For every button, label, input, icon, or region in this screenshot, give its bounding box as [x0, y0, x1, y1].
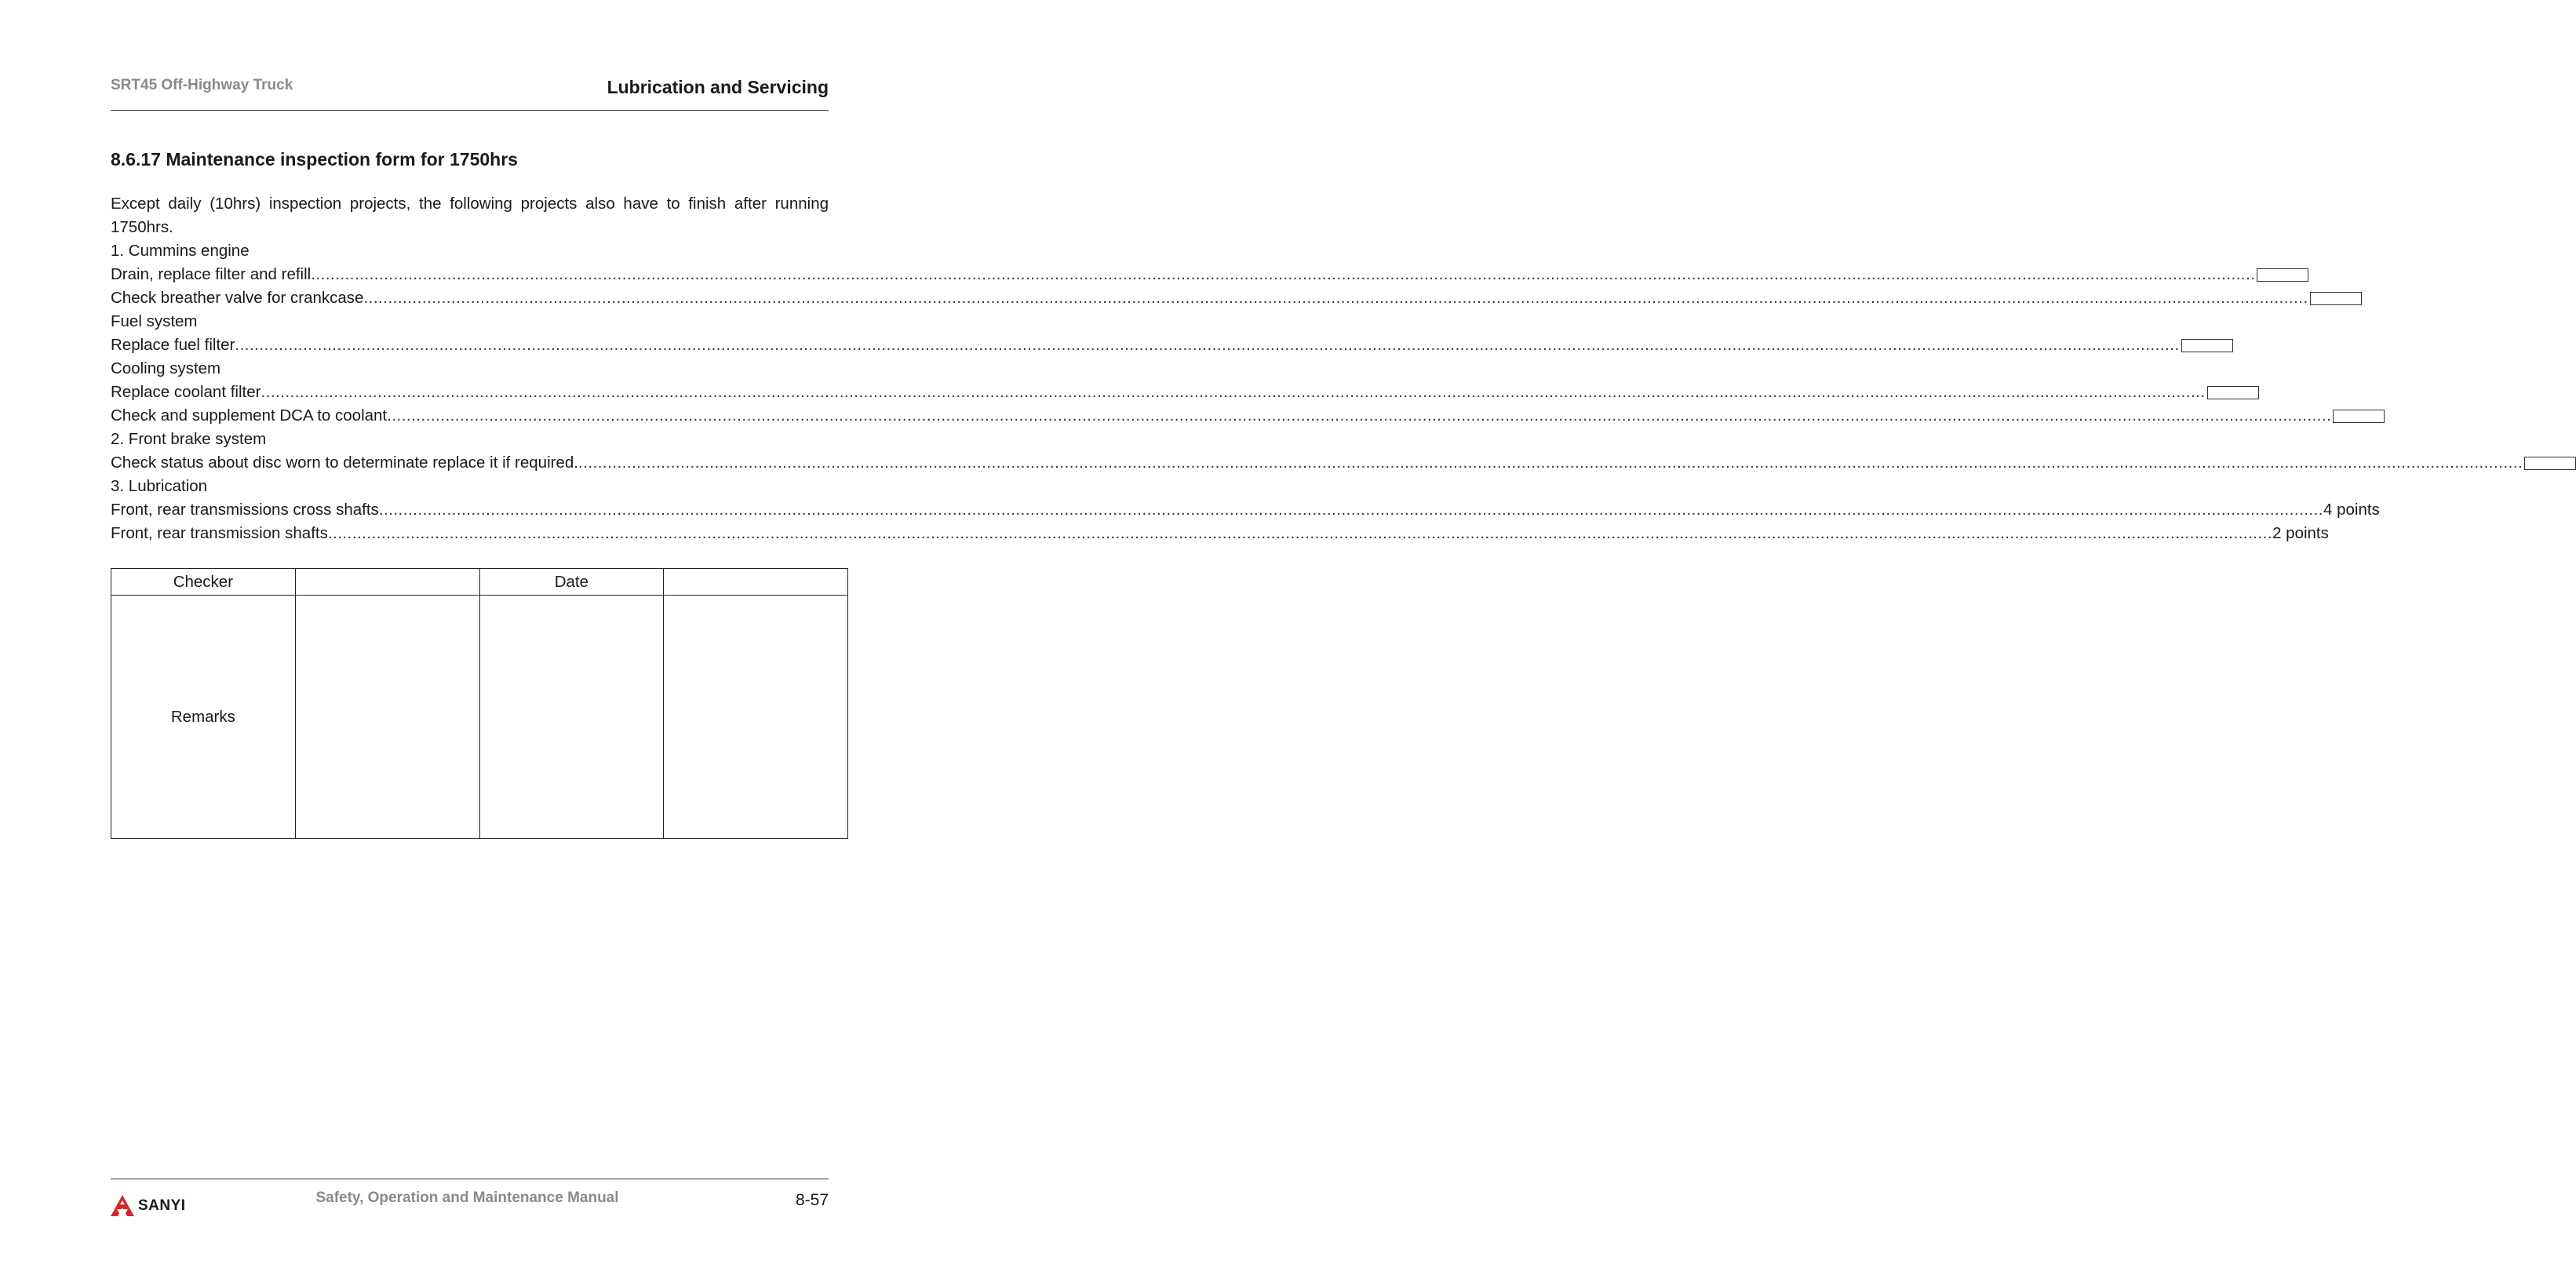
lubrication-item: [111, 498, 2380, 522]
leader-dots: ................................................................................................................................................................................................................................................................................................................................................................................................................: [261, 383, 2206, 401]
item-label: Replace fuel filter: [111, 336, 235, 354]
remarks-input-cell[interactable]: [664, 596, 848, 839]
item-label: Check status about disc worn to determinate replace it if required.: [111, 454, 578, 472]
item-label: Drain, replace filter and refill: [111, 265, 312, 283]
check-box[interactable]: [2207, 386, 2259, 399]
logo-wordmark: SANYI: [138, 1197, 186, 1214]
lube-points-value: 4 points: [2323, 501, 2380, 519]
remarks-input-cell[interactable]: [295, 596, 479, 839]
leader-dots: ................................................................................................................................................................................................................................................................................................................................................................................................................: [327, 524, 2273, 542]
lubrication-item: [111, 522, 2329, 545]
check-box[interactable]: [2257, 268, 2308, 282]
leader-dots: ................................................................................................................................................................................................................................................................................................................................................................................................................: [378, 501, 2323, 519]
remarks-label-cell: Remarks: [111, 596, 296, 839]
lube-points-value: 2 points: [2272, 524, 2329, 542]
checker-input-cell[interactable]: [295, 569, 479, 596]
page-number: 8-57: [795, 1191, 829, 1209]
checklist-item: [111, 381, 2206, 404]
group-heading-brake: 2. Front brake system: [111, 430, 267, 448]
leader-dots: ................................................................................................................................................................................................................................................................................................................................................................................................................: [578, 454, 2523, 472]
date-label-cell: Date: [479, 569, 664, 596]
check-box[interactable]: [2524, 457, 2576, 470]
check-box[interactable]: [2333, 410, 2385, 423]
item-label: Front, rear transmissions cross shafts: [111, 501, 379, 519]
intro-paragraph: Except daily (10hrs) inspection projects, the following projects also have to finish after running 1750hrs.: [111, 195, 829, 236]
group-heading-cummins: 1. Cummins engine: [111, 242, 250, 260]
check-box[interactable]: [2310, 292, 2362, 305]
checker-label-cell: Checker: [111, 569, 296, 596]
group-heading-cooling: Cooling system: [111, 359, 221, 377]
group-heading-fuel: Fuel system: [111, 312, 198, 330]
checklist-item: [111, 451, 2523, 475]
remarks-input-cell[interactable]: [479, 596, 664, 839]
date-input-cell[interactable]: [664, 569, 848, 596]
running-header-right: Lubrication and Servicing: [607, 77, 829, 97]
leader-dots: ................................................................................................................................................................................................................................................................................................................................................................................................................: [387, 406, 2332, 424]
item-label: Check and supplement DCA to coolant: [111, 406, 388, 424]
item-label: Check breather valve for crankcase: [111, 289, 364, 307]
section-body: [111, 192, 2523, 545]
leader-dots: ................................................................................................................................................................................................................................................................................................................................................................................................................: [311, 265, 2256, 283]
leader-dots: ................................................................................................................................................................................................................................................................................................................................................................................................................: [363, 289, 2308, 307]
checklist-item: [111, 263, 2256, 286]
checklist-item: [111, 404, 2332, 428]
item-label: Front, rear transmission shafts: [111, 524, 328, 542]
item-label: Replace coolant filter: [111, 383, 261, 401]
checklist-item: [111, 333, 2180, 357]
signoff-table: [111, 568, 848, 839]
check-box[interactable]: [2181, 339, 2233, 352]
leader-dots: ................................................................................................................................................................................................................................................................................................................................................................................................................: [235, 336, 2180, 354]
running-header-left: SRT45 Off-Highway Truck: [111, 77, 293, 93]
header-divider: [111, 110, 829, 111]
checklist-item: [111, 286, 2308, 310]
section-title: 8.6.17 Maintenance inspection form for 1750hrs: [111, 149, 518, 169]
group-heading-lubrication: 3. Lubrication: [111, 477, 208, 495]
footer-title: Safety, Operation and Maintenance Manual: [315, 1190, 619, 1206]
